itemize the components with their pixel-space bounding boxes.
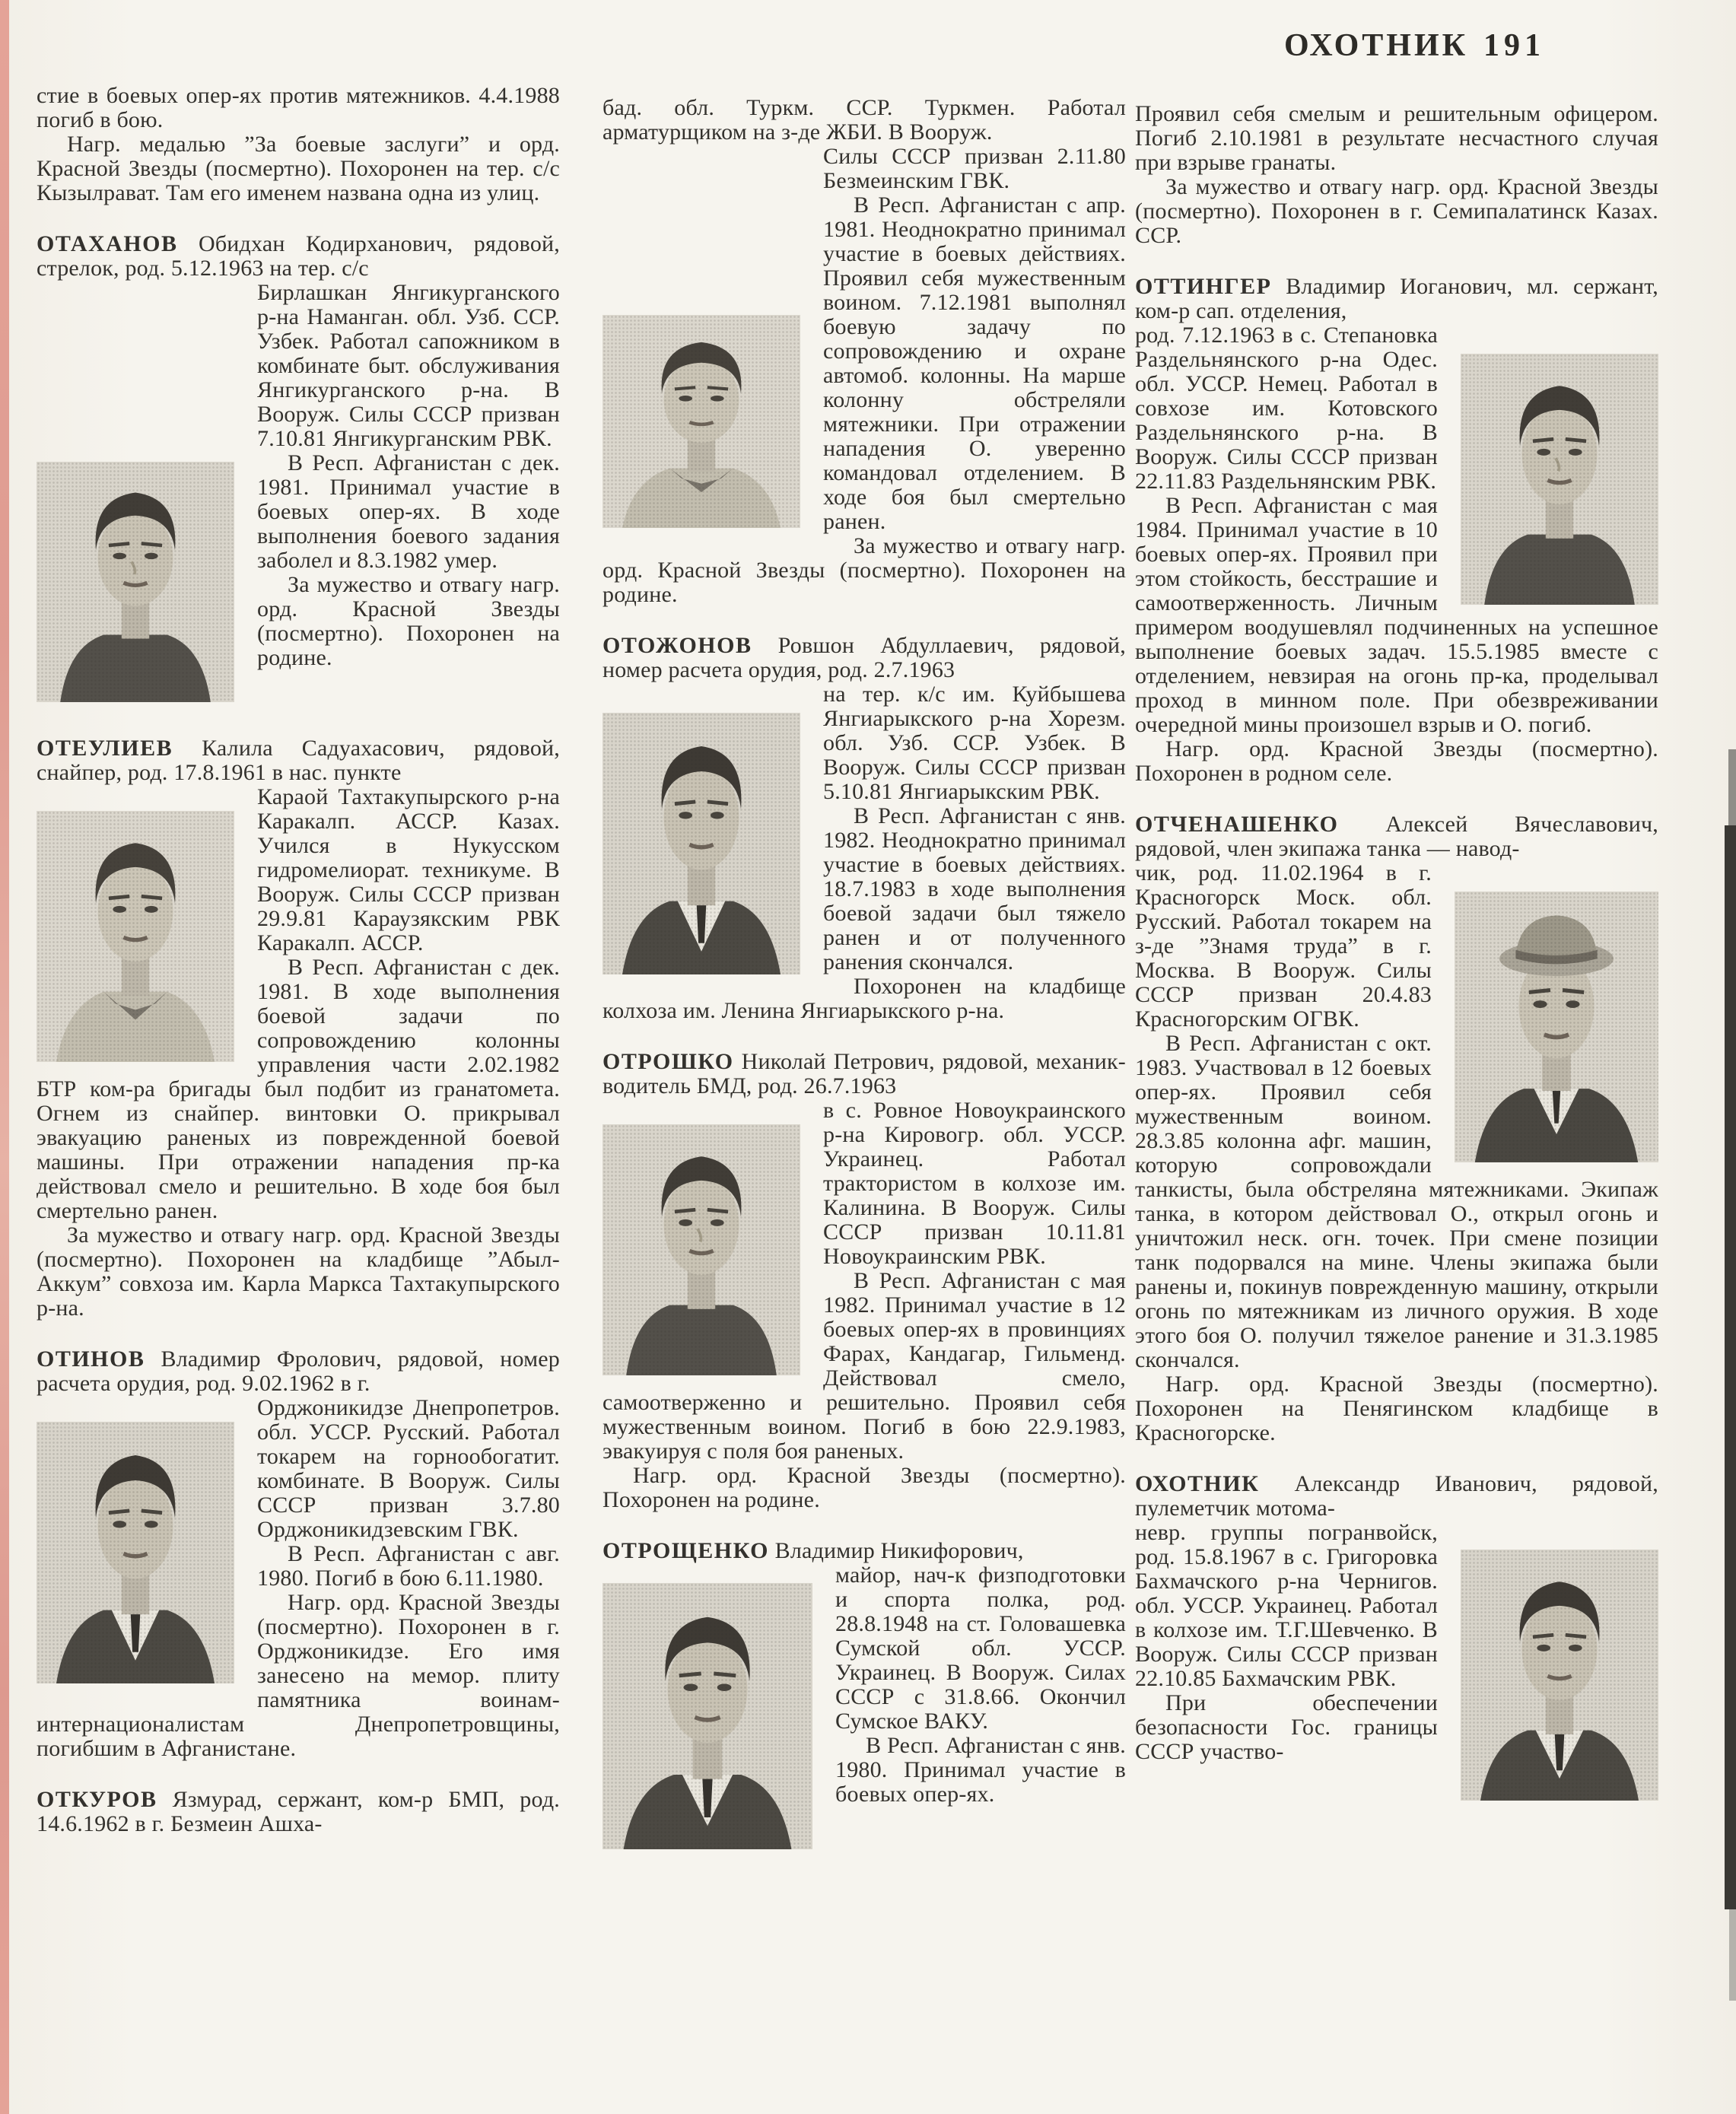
- portrait-photo: [1455, 864, 1658, 1162]
- paragraph: В Респ. Афганистан с дек. 1981. В ходе выполнения боевой задачи по сопровождению колонны управления части 2.02.1982 БТР ком-ра бригады был подбит из гранатомета. Огнем из снайпер. винтовки О. прикрывал эвакуацию раненых из поврежденной боевой машины. При отражении нападения пр-ка действовал смело и решительно. В ходе боя был смертельно ранен.: [37, 955, 560, 1223]
- entry-heading: [603, 634, 1126, 682]
- text-column-3: [1135, 102, 1658, 1808]
- entry-otozhonov: [603, 634, 1126, 1023]
- entry-intro: Ровшон Абдуллаевич, рядовой, номер расчета орудия, род. 2.7.1963: [603, 633, 1126, 682]
- paragraph: При обеспечении безопасности Гос. границы СССР участво-: [1135, 1690, 1438, 1764]
- paragraph: Нагр. орд. Красной Звезды (посмертно). Похоронен в г. Орджоникидзе. Его имя занесено на мемор. плиту памятника воинам-интернационалистам Днепропетровщины, погибшим в Афганистане.: [37, 1590, 560, 1761]
- paragraph: В Респ. Афганистан с мая 1984. Принимал участие в 10 боевых опер-ях. Проявил при этом стойкость, бесстрашие и самоотверженность. Личным примером воодушевлял подчиненных на успешное выполнение боевых задач. 15.5.1985 вместе с отделением, невзирая на огонь пр-ка, проделывал проход в минном поле. При обезвреживании очередной мины произошел взрыв и О. погиб.: [1135, 493, 1658, 737]
- paragraph: невр. группы погранвойск, род. 15.8.1967 в с. Григоровка Бахмачского р-на Чернигов. обл. УССР. Украинец. Работал в колхозе им. Т.Г.Шевченко. В Вооруж. Силы СССР призван 22.10.85 Бахмачским РВК.: [1135, 1520, 1438, 1691]
- portrait-photo: [603, 1566, 812, 1849]
- entry-heading: [1135, 1472, 1658, 1521]
- portrait-photo: [603, 685, 800, 974]
- entry-otroshchenko: [603, 1539, 1126, 1857]
- entry-intro: Обидхан Кодирханович, рядовой, стрелок, род. 5.12.1963 на тер. с/с: [37, 231, 560, 281]
- paragraph: Бирлашкан Янгикурганского р-на Наманган. обл. Узб. ССР. Узбек. Работал сапожником в комбинате быт. обслуживания Янгикурганского р-на. В Вооруж. Силы СССР призван 7.10.81 Янгикурганским РВК.: [257, 280, 560, 451]
- text-column-1: [37, 84, 560, 1836]
- paragraph: стие в боевых опер-ях против мятежников. 4.4.1988 погиб в бою.: [37, 83, 560, 132]
- portrait-photo: [37, 788, 234, 1062]
- paragraph: на тер. к/с им. Куйбышева Янгиарыкского р-на Хорезм. обл. Узб. ССР. Узбек. В Вооруж. Силы СССР призван 5.10.81 Янгиарыкским РВК.: [823, 682, 1126, 804]
- portrait-photo: [37, 1399, 234, 1683]
- entry-heading: [603, 1539, 1126, 1563]
- paragraph: майор, нач-к физподготовки и спорта полка, род. 28.8.1948 на ст. Головашевка Сумской обл. УССР. Украинец. В Вооруж. Силах СССР с 31.8.66. Окончил Сумское ВАКУ.: [835, 1562, 1126, 1734]
- paragraph: В Респ. Афганистан с окт. 1983. Участвовал в 12 боевых опер-ях. Проявил себя мужественным воином. 28.3.85 колонна афг. машин, которую сопровождали танкисты, была обстреляна мятежниками. Экипаж танка, в котором действовал О., открыл огонь и уничтожил неск. огн. точек. При смене позиции танк подорвался на мине. Члены экипажа были ранены и, покинув поврежденную машину, открыли огонь по мятежникам из личного оружия. В ходе этого боя О. получил тяжелое ранение и 31.3.1985 скончался.: [1135, 1031, 1658, 1372]
- scan-edge-right-artifact: [1725, 825, 1736, 1909]
- scan-edge-left-artifact: [0, 0, 9, 2114]
- entry-heading: [1135, 275, 1658, 323]
- surname: ОТЕУЛИЕВ: [37, 736, 173, 761]
- paragraph: Орджоникидзе Днепропетров. обл. УССР. Русский. Работал токарем на горнообогатит. комбинате. В Вооруж. Силы СССР призван 3.7.80 Орджоникидзевским ГВК.: [257, 1395, 560, 1542]
- entry-otinov: [37, 1347, 560, 1761]
- entry-heading: [1135, 812, 1658, 861]
- portrait-photo: [603, 148, 800, 528]
- entry-otkurov: [37, 1788, 560, 1836]
- paragraph: Нагр. медалью ”За боевые заслуги” и орд. Красной Звезды (посмертно). Похоронен на тер. с/с Кызылрават. Там его именем названа одна из улиц.: [37, 132, 560, 205]
- paragraph: За мужество и отвагу нагр. орд. Красной Звезды (посмертно). Похоронен на родине.: [603, 533, 1126, 607]
- paragraph: В Респ. Афганистан с янв. 1982. Неоднократно принимал участие в боевых действиях. 18.7.1983 в ходе выполнения боевой задачи был тяжело ранен и от полученного ранения скончался.: [823, 803, 1126, 974]
- paragraph: Похоронен на кладбище колхоза им. Ленина Янгиарыкского р-на.: [603, 974, 1126, 1023]
- entry-continuation: [37, 84, 560, 205]
- paragraph: В Респ. Афганистан с янв. 1980. Принимал участие в боевых опер-ях.: [835, 1733, 1126, 1807]
- entry-intro: Николай Петрович, рядовой, механик-водитель БМД, род. 26.7.1963: [603, 1049, 1126, 1098]
- surname: ОХОТНИК: [1135, 1471, 1260, 1496]
- paragraph: бад. обл. Туркм. ССР. Туркмен. Работал арматурщиком на з-де ЖБИ. В Вооруж.: [603, 95, 1126, 145]
- entry-intro: Алексей Вячеславович, рядовой, член экипажа танка — навод-: [1135, 812, 1659, 861]
- entry-heading: [603, 1050, 1126, 1098]
- paragraph: Проявил себя смелым и решительным офицером. Погиб 2.10.1981 в результате несчастного случая при взрыве гранаты.: [1135, 101, 1658, 175]
- paragraph: чик, род. 11.02.1964 в г. Красногорск Моск. обл. Русский. Работал токарем на з-де ”Знамя труда” в г. Москва. В Вооруж. Силы СССР призван 20.4.83 Красногорским ОГВК.: [1135, 860, 1432, 1032]
- surname: ОТКУРОВ: [37, 1787, 157, 1812]
- scan-edge-right-artifact: [1729, 1909, 1736, 2001]
- portrait-photo: [1461, 1524, 1658, 1801]
- entry-intro: Александр Иванович, рядовой, пулеметчик мотома-: [1135, 1471, 1659, 1521]
- surname: ОТАХАНОВ: [37, 231, 178, 256]
- paragraph: в с. Ровное Новоукраинского р-на Кировогр. обл. УССР. Украинец. Работал трактористом в колхозе им. Калинина. В Вооруж. Силы СССР призван 10.11.81 Новоукраинским РВК.: [823, 1098, 1126, 1269]
- surname: ОТРОЩЕНКО: [603, 1538, 769, 1563]
- paragraph: Караой Тахтакупырского р-на Каракалп. АССР. Казах. Учился в Нукусском гидромелиорат. техникуме. В Вооруж. Силы СССР призван 29.9.81 Караузякским РВК Каракалп. АССР.: [257, 784, 560, 955]
- portrait-photo: [603, 1102, 800, 1375]
- paragraph: В Респ. Афганистан с авг. 1980. Погиб в бою 6.11.1980.: [257, 1541, 560, 1591]
- paragraph: Силы СССР призван 2.11.80 Безмеинским ГВК.: [823, 144, 1126, 193]
- paragraph: В Респ. Афганистан с апр. 1981. Неоднократно принимал участие в боевых действиях. Проявил себя мужественным воином. 7.12.1981 выполнял боевую задачу по сопровождению и охране автомоб. колонны. На марше колонну обстреляли мятежники. При отражении нападения О. уверенно командовал отделением. В ходе боя был смертельно ранен.: [823, 192, 1126, 534]
- entry-heading: [37, 736, 560, 785]
- entry-heading: [37, 1347, 560, 1396]
- entry-oteuliev: [37, 736, 560, 1321]
- entry-otchenashenko: [1135, 812, 1658, 1445]
- paragraph: В Респ. Афганистан с дек. 1981. Принимал участие в боевых опер-ях. В ходе выполнения боевого задания заболел и 8.3.1982 умер.: [257, 450, 560, 573]
- page-number: 191: [1483, 28, 1545, 63]
- surname: ОТТИНГЕР: [1135, 274, 1272, 299]
- entry-continuation-otkurov: [603, 96, 1126, 607]
- entry-intro: Калила Садуахасович, рядовой, снайпер, род. 17.8.1961 в нас. пункте: [37, 736, 561, 785]
- text-column-2: [603, 96, 1126, 1857]
- paragraph: Нагр. орд. Красной Звезды (посмертно). Похоронен на родине.: [603, 1463, 1126, 1512]
- entry-intro: Владимир Иоганович, мл. сержант, ком-р сап. отделения,: [1135, 274, 1658, 323]
- portrait-photo: [37, 284, 234, 702]
- entry-intro: Владимир Никифорович,: [774, 1538, 1024, 1563]
- entry-ottinger: [1135, 275, 1658, 786]
- entry-heading: [37, 232, 560, 281]
- entry-intro: Владимир Фролович, рядовой, номер расчета орудия, род. 9.02.1962 в г.: [37, 1346, 560, 1396]
- surname: ОТРОШКО: [603, 1049, 734, 1074]
- surname: ОТЧЕНАШЕНКО: [1135, 812, 1339, 837]
- paragraph: За мужество и отвагу нагр. орд. Красной Звезды (посмертно). Похоронен в г. Семипалатинск Казах. ССР.: [1135, 174, 1658, 248]
- entry-okhotnik: [1135, 1472, 1658, 1808]
- entry-otroshko: [603, 1050, 1126, 1512]
- entry-heading: [37, 1788, 560, 1836]
- scan-edge-right-artifact: [1728, 749, 1736, 825]
- paragraph: Нагр. орд. Красной Звезды (посмертно). Похоронен на Пенягинском кладбище в Красногорске.: [1135, 1372, 1658, 1445]
- running-head-title: ОХОТНИК: [1284, 28, 1469, 63]
- paragraph: За мужество и отвагу нагр. орд. Красной Звезды (посмертно). Похоронен на кладбище ”Абыл-Аккум” совхоза им. Карла Маркса Тахтакупырского р-на.: [37, 1222, 560, 1321]
- paragraph: За мужество и отвагу нагр. орд. Красной Звезды (посмертно). Похоронен на родине.: [257, 572, 560, 670]
- paragraph: Нагр. орд. Красной Звезды (посмертно). Похоронен в родном селе.: [1135, 736, 1658, 786]
- paragraph: В Респ. Афганистан с мая 1982. Принимал участие в 12 боевых опер-ях в провинциях Фарах, Кандагар, Гильменд. Действовал смело, самоотверженно и решительно. Проявил себя мужественным воином. Погиб в бою 22.9.1983, эвакуируя с поля боя раненых.: [603, 1268, 1126, 1464]
- entry-continuation-otroshchenko: [1135, 102, 1658, 248]
- paragraph: род. 7.12.1963 в с. Степановка Раздельнянского р-на Одес. обл. УССР. Немец. Работал в совхозе им. Котовского Раздельнянского р-на. В Вооруж. Силы СССР призван 22.11.83 Раздельнянским РВК.: [1135, 323, 1438, 494]
- entry-intro: Язмурад, сержант, ком-р БМП, род. 14.6.1962 в г. Безмеин Ашха-: [37, 1787, 560, 1836]
- surname: ОТОЖОНОВ: [603, 633, 752, 658]
- portrait-photo: [1461, 326, 1658, 605]
- surname: ОТИНОВ: [37, 1346, 145, 1372]
- entry-otakhanov: [37, 232, 560, 710]
